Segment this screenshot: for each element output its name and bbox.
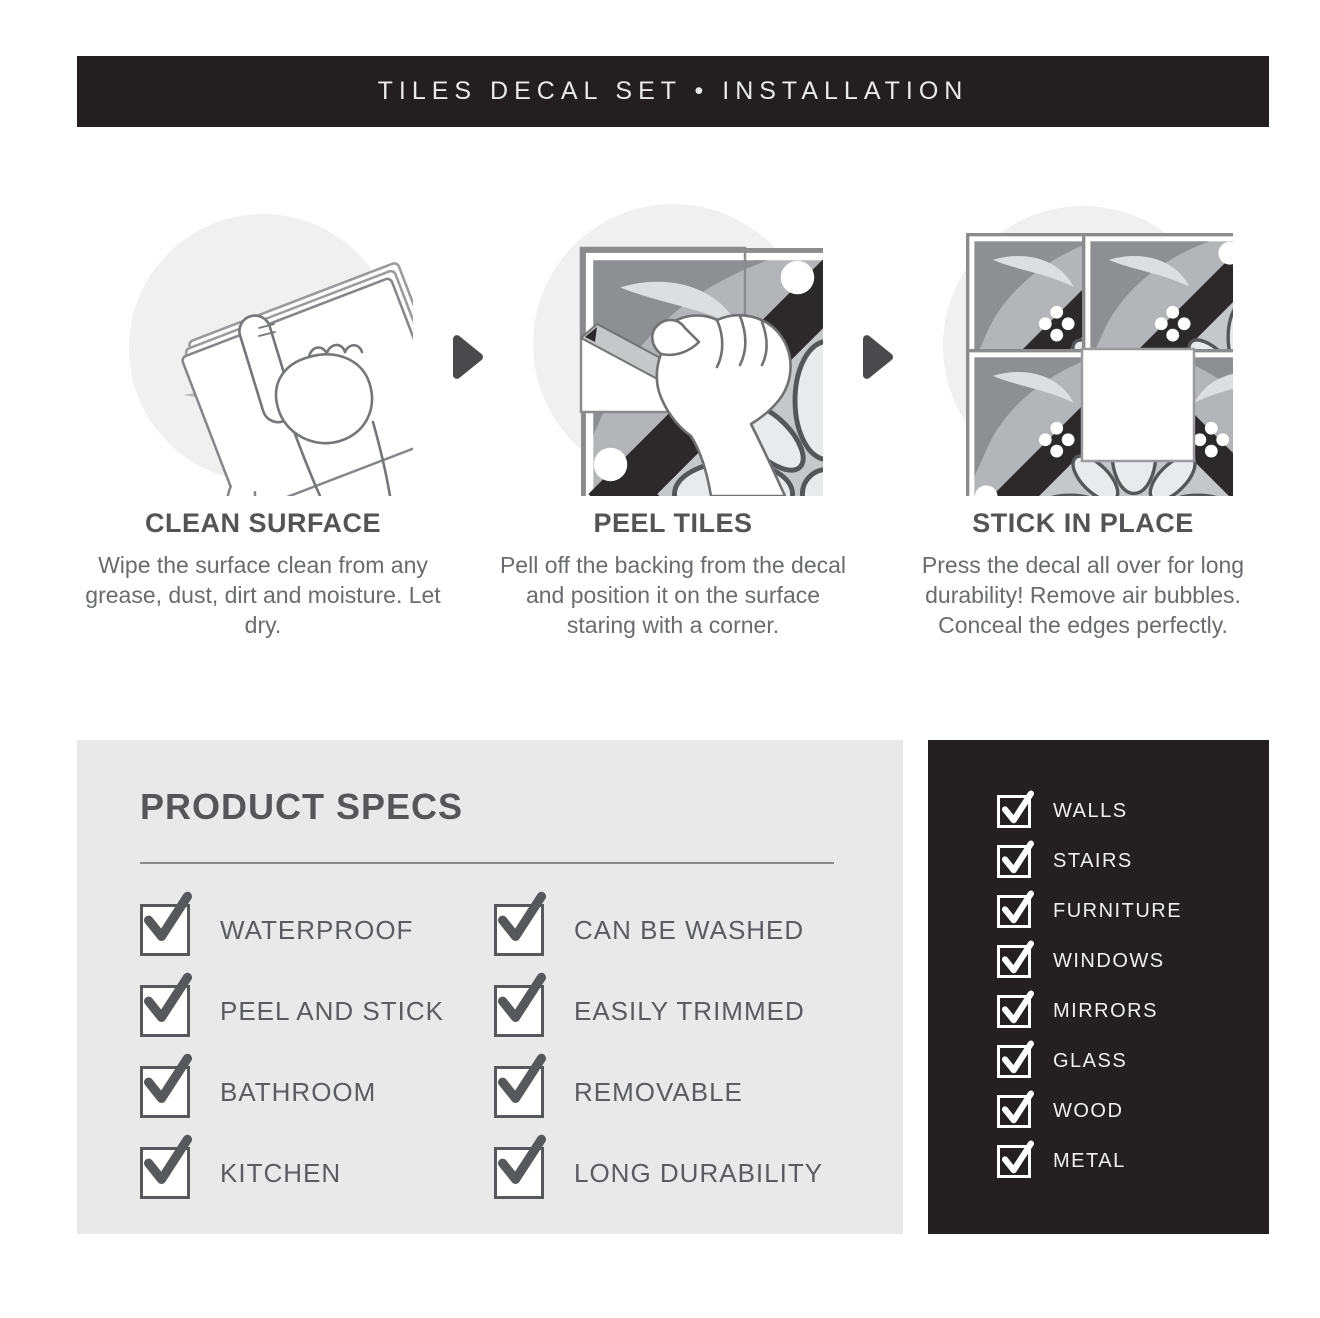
tile-grid-illustration bbox=[933, 196, 1233, 496]
surface-label: GLASS bbox=[1053, 1049, 1128, 1072]
step-clean-surface bbox=[77, 196, 449, 640]
blank-tile bbox=[1082, 349, 1194, 461]
checked-checkbox-icon bbox=[140, 904, 190, 956]
spec-label: CAN BE WASHED bbox=[574, 914, 805, 945]
checked-checkbox-icon bbox=[997, 845, 1031, 878]
spec-label: WATERPROOF bbox=[220, 914, 414, 945]
peel-tile-illustration bbox=[523, 196, 823, 496]
banner-title: TILES DECAL SET • INSTALLATION bbox=[377, 77, 969, 105]
surface-label: FURNITURE bbox=[1053, 899, 1183, 922]
specs-column-left bbox=[140, 906, 494, 1230]
spec-item bbox=[140, 1068, 494, 1116]
checked-checkbox-icon bbox=[997, 1045, 1031, 1078]
checked-checkbox-icon bbox=[997, 995, 1031, 1028]
spec-label: LONG DURABILITY bbox=[574, 1157, 824, 1188]
spec-item bbox=[140, 987, 494, 1035]
step-peel-tiles bbox=[487, 196, 859, 640]
surfaces-panel bbox=[928, 740, 1269, 1234]
specs-column-right bbox=[494, 906, 903, 1230]
checked-checkbox-icon bbox=[494, 985, 544, 1037]
checked-checkbox-icon bbox=[997, 945, 1031, 978]
checked-checkbox-icon bbox=[997, 895, 1031, 928]
surface-label: WINDOWS bbox=[1053, 949, 1165, 972]
surface-item bbox=[997, 995, 1269, 1027]
checked-checkbox-icon bbox=[997, 1095, 1031, 1128]
step-title: STICK IN PLACE bbox=[972, 508, 1194, 538]
surface-item bbox=[997, 1095, 1269, 1127]
step-description: Press the decal all over for long durability! Remove air bubbles. Conceal the edges perfectly. bbox=[921, 552, 1245, 638]
surface-item bbox=[997, 895, 1269, 927]
spec-item bbox=[494, 906, 903, 954]
product-specs-list bbox=[140, 906, 903, 1230]
spec-item bbox=[494, 987, 903, 1035]
arrow-right-icon bbox=[450, 328, 486, 640]
surface-item bbox=[997, 795, 1269, 827]
step-title: CLEAN SURFACE bbox=[144, 508, 381, 538]
spec-item bbox=[494, 1068, 903, 1116]
surface-label: STAIRS bbox=[1053, 849, 1133, 872]
spec-item bbox=[494, 1149, 903, 1197]
checked-checkbox-icon bbox=[997, 795, 1031, 828]
surface-item bbox=[997, 945, 1269, 977]
checked-checkbox-icon bbox=[494, 1066, 544, 1118]
spec-label: BATHROOM bbox=[220, 1076, 377, 1107]
step-description: Wipe the surface clean from any grease, dust, dirt and moisture. Let dry. bbox=[85, 552, 441, 638]
spec-label: KITCHEN bbox=[220, 1157, 342, 1188]
checked-checkbox-icon bbox=[140, 1066, 190, 1118]
checked-checkbox-icon bbox=[997, 1145, 1031, 1178]
step-title: PEEL TILES bbox=[593, 508, 753, 538]
clean-surface-illustration bbox=[113, 196, 413, 496]
surface-label: METAL bbox=[1053, 1149, 1126, 1172]
spec-label: EASILY TRIMMED bbox=[574, 995, 805, 1026]
surface-label: WALLS bbox=[1053, 799, 1128, 822]
surface-label: MIRRORS bbox=[1053, 999, 1158, 1022]
spec-item bbox=[140, 906, 494, 954]
bottom-section bbox=[77, 740, 1269, 1234]
spec-label: REMOVABLE bbox=[574, 1076, 743, 1107]
checked-checkbox-icon bbox=[140, 1147, 190, 1199]
checked-checkbox-icon bbox=[494, 904, 544, 956]
product-specs-title: PRODUCT SPECS bbox=[140, 786, 464, 827]
step-description: Pell off the backing from the decal and position it on the surface staring with a corner. bbox=[499, 552, 847, 638]
surface-item bbox=[997, 845, 1269, 877]
checked-checkbox-icon bbox=[494, 1147, 544, 1199]
surface-item bbox=[997, 1045, 1269, 1077]
installation-steps bbox=[77, 196, 1269, 640]
arrow-right-icon bbox=[860, 328, 896, 640]
step-stick-in-place bbox=[897, 196, 1269, 640]
product-specs-panel bbox=[77, 740, 903, 1234]
spec-item bbox=[140, 1149, 494, 1197]
spec-label: PEEL AND STICK bbox=[220, 995, 444, 1026]
divider bbox=[140, 862, 834, 864]
checked-checkbox-icon bbox=[140, 985, 190, 1037]
surface-item bbox=[997, 1145, 1269, 1177]
surface-label: WOOD bbox=[1053, 1099, 1124, 1122]
banner bbox=[77, 56, 1269, 127]
